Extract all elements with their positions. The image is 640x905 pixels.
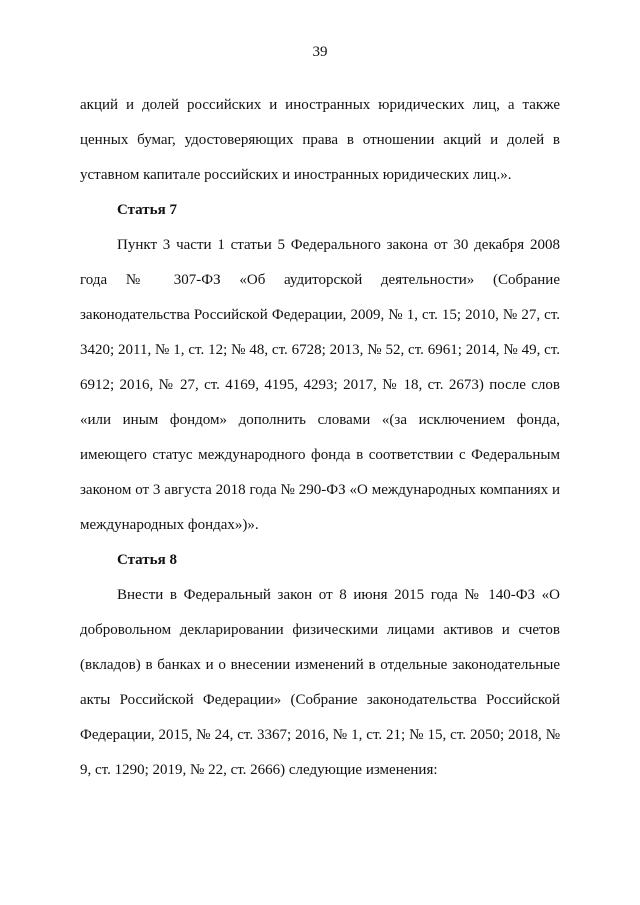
document-body xyxy=(80,88,560,788)
article-8-heading: Статья 8 xyxy=(117,552,177,568)
article-7-text: Пункт 3 части 1 статьи 5 Федерального закона от 30 декабря 2008 года № 307-ФЗ «Об аудиторской деятельности» (Собрание законодательства Российской Федерации, 2009, № 1, ст. 15; 2010, № 27, ст. 3420; 2011, № 1, ст. 12; № 48, ст. 6728; 2013, № 52, ст. 6961; 2014, № 49, ст. 6912; 2016, № 27, ст. 4169, 4195, 4293; 2017, № 18, ст. 2673) после слов «или иным фондом» дополнить словами «(за исключением фонда, имеющего статус международного фонда в соответствии с Федеральным законом от 3 августа 2018 года № 290-ФЗ «О международных компаниях и международных фондах»)». xyxy=(80,237,560,533)
article-8-text: Внести в Федеральный закон от 8 июня 2015 года № 140-ФЗ «О добровольном декларировании физическими лицами активов и счетов (вкладов) в банках и о внесении изменений в отдельные законодательные акты Российской Федерации» (Собрание законодательства Российской Федерации, 2015, № 24, ст. 3367; 2016, № 1, ст. 21; № 15, ст. 2050; 2018, № 9, ст. 1290; 2019, № 22, ст. 2666) следующие изменения: xyxy=(80,587,560,778)
page-number: 39 xyxy=(312,44,328,60)
paragraph-continuation: акций и долей российских и иностранных юридических лиц, а также ценных бумаг, удостоверяющих права в отношении акций и долей в уставном капитале российских и иностранных юридических лиц.». xyxy=(80,97,560,183)
article-7-heading: Статья 7 xyxy=(117,202,177,218)
